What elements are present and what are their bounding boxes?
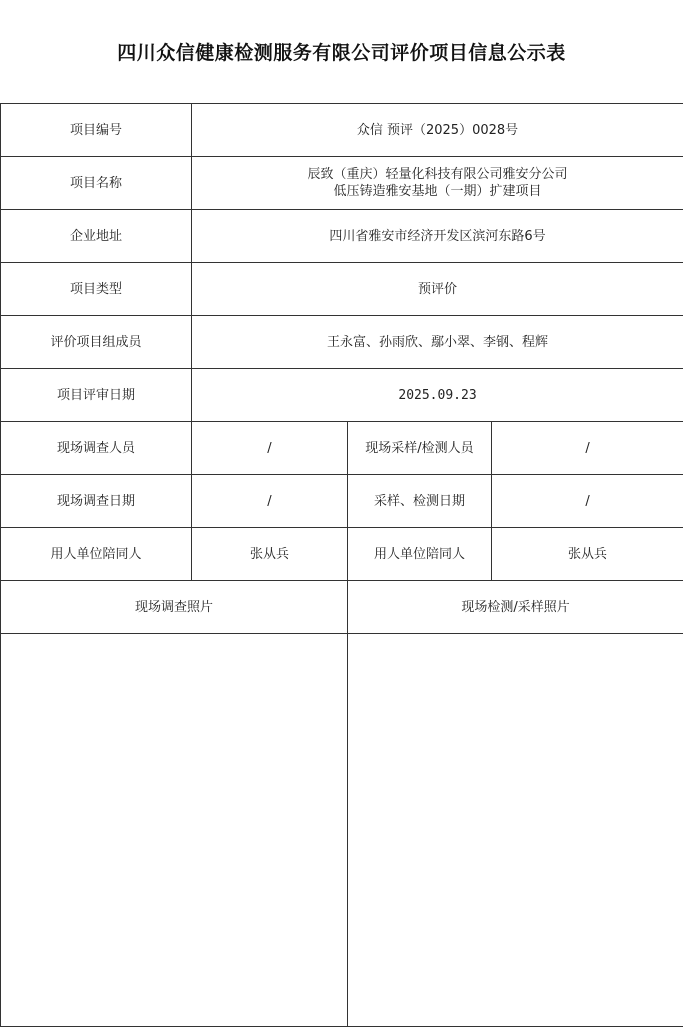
sampling-photos-header: 现场检测/采样照片 — [348, 581, 683, 634]
page-title: 四川众信健康检测服务有限公司评价项目信息公示表 — [117, 42, 566, 64]
escort-label-2: 用人单位陪同人 — [348, 528, 492, 581]
escort-label: 用人单位陪同人 — [1, 528, 192, 581]
escort-value-2: 张从兵 — [492, 528, 683, 581]
project-type-label: 项目类型 — [1, 263, 192, 316]
escort-value: 张从兵 — [192, 528, 348, 581]
team-members-label: 评价项目组成员 — [1, 316, 192, 369]
survey-staff-value: / — [192, 422, 348, 475]
sampling-photos-area — [348, 634, 683, 1027]
review-date-label: 项目评审日期 — [1, 369, 192, 422]
survey-staff-label: 现场调查人员 — [1, 422, 192, 475]
table-row — [1, 210, 683, 263]
sampling-date-label: 采样、检测日期 — [348, 475, 492, 528]
review-date-value: 2025.09.23 — [192, 369, 683, 422]
project-name-line-2: 低压铸造雅安基地（一期）扩建项目 — [333, 184, 542, 199]
sampling-staff-label: 现场采样/检测人员 — [348, 422, 492, 475]
survey-photos-header: 现场调查照片 — [1, 581, 348, 634]
table-row — [1, 104, 683, 157]
table-row — [1, 263, 683, 316]
photo-area-row — [1, 634, 683, 1027]
table-row — [1, 157, 683, 210]
table-row — [1, 475, 683, 528]
table-row — [1, 528, 683, 581]
survey-date-value: / — [192, 475, 348, 528]
project-name-line-1: 辰致（重庆）轻量化科技有限公司雅安分公司 — [307, 167, 568, 182]
photo-header-row — [1, 581, 683, 634]
table-row — [1, 369, 683, 422]
project-name-value — [192, 157, 683, 210]
table-row — [1, 422, 683, 475]
project-no-label: 项目编号 — [1, 104, 192, 157]
team-members-value: 王永富、孙雨欣、鄢小翠、李钢、程辉 — [192, 316, 683, 369]
company-address-value: 四川省雅安市经济开发区滨河东路6号 — [192, 210, 683, 263]
sampling-date-value: / — [492, 475, 683, 528]
info-table — [0, 103, 683, 1027]
project-name-label: 项目名称 — [1, 157, 192, 210]
project-no-value: 众信 预评（2025）0028号 — [192, 104, 683, 157]
table-row — [1, 316, 683, 369]
project-type-value: 预评价 — [192, 263, 683, 316]
survey-date-label: 现场调查日期 — [1, 475, 192, 528]
sampling-staff-value: / — [492, 422, 683, 475]
survey-photos-area — [1, 634, 348, 1027]
company-address-label: 企业地址 — [1, 210, 192, 263]
